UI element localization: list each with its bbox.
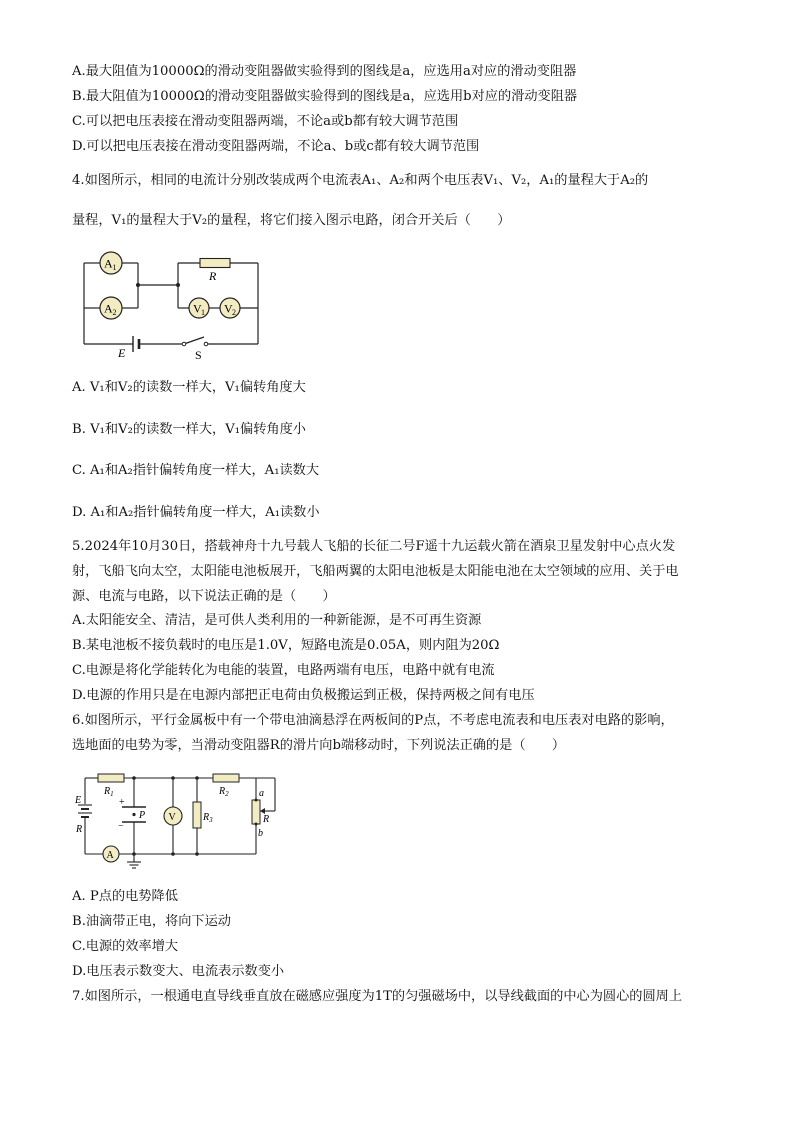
end-a-label: a [259,788,264,799]
battery-e [78,805,92,826]
svg-text:V: V [224,301,233,316]
resistor-r3 [193,802,201,828]
q4-stem-line2: 量程，V₁的量程大于V₂的量程，将它们接入图示电路，闭合开关后（ ） [72,213,511,228]
battery-e-label: E [118,346,126,360]
a1-meter [100,252,122,274]
q5-stem-line3: 源、电流与电路，以下说法正确的是（ ） [72,589,336,604]
v1-meter [189,298,209,318]
q6-stem-line2: 选地面的电势为零，当滑动变阻器R的滑片向b端移动时，下列说法正确的是（ ） [72,738,566,753]
voltmeter-label: V [168,812,176,823]
resistor-r2 [213,774,239,782]
rheostat-r-label: R [263,814,270,825]
battery-r-label: R [76,824,83,835]
svg-text:1: 1 [112,263,117,272]
svg-text:A: A [104,301,113,316]
q4-option-c: C. A₁和A₂指针偏转角度一样大，A₁读数大 [72,463,320,478]
resistor-r [200,259,230,268]
svg-text:A: A [104,256,113,271]
r2-label: $R_2$ [219,786,229,798]
q5-stem-line2: 射，飞船飞向太空，太阳能电池板展开，飞船两翼的太阳电池板是太阳能电池在太空领域的应用、关于电 [72,564,679,579]
a2-meter [100,297,122,319]
q5-option-b: B.某电池板不接负载时的电压是1.0V，短路电流是0.05A，则内阻为20Ω [72,638,500,653]
q5-option-a: A.太阳能安全、清洁，是可供人类利用的一种新能源，是不可再生资源 [72,613,482,628]
q4-option-d: D. A₁和A₂指针偏转角度一样大，A₁读数小 [72,505,320,520]
q6-option-a: A. P点的电势降低 [72,889,178,904]
q3-option-d: D.可以把电压表接在滑动变阻器两端，不论a、b或c都有较大调节范围 [72,139,480,154]
q6-option-b: B.油滴带正电，将向下运动 [72,914,231,929]
r3-label: $R_3$ [203,812,213,824]
q4-option-b: B. V₁和V₂的读数一样大，V₁偏转角度小 [72,422,306,437]
rheostat-r [252,800,260,824]
svg-text:2: 2 [112,308,117,317]
q3-option-a: A.最大阻值为10000Ω的滑动变阻器做实验得到的图线是a，应选用a对应的滑动变阻器 [72,64,577,79]
ammeter-label: A [106,850,114,861]
minus-sign: − [118,821,124,832]
r1-label: $R_1$ [104,786,114,798]
battery-e-label: E [75,795,82,806]
q5-option-c: C.电源是将化学能转化为电能的装置，电路两端有电压，电路中就有电流 [72,663,495,678]
point-p-label: P [139,810,146,821]
q3-option-c: C.可以把电压表接在滑动变阻器两端，不论a或b都有较大调节范围 [72,114,459,129]
switch-s-label: S [195,348,202,362]
q6-option-c: C.电源的效率增大 [72,939,179,954]
q7-stem-line1: 7.如图所示，一根通电直导线垂直放在磁感应强度为1T的匀强磁场中，以导线截面的中心为圆心的圆周上 [72,989,683,1004]
resistor-r-label: R [209,269,217,283]
svg-text:V: V [193,301,202,316]
q6-option-d: D.电压表示数变大、电流表示数变小 [72,964,285,979]
q5-stem-line1: 5.2024年10月30日，搭载神舟十九号载人飞船的长征二号F遥十九运载火箭在酒泉卫星发射中心点火发 [72,539,676,554]
plus-sign: + [119,797,125,808]
q6-circuit-diagram [72,770,282,875]
q6-stem-line1: 6.如图所示，平行金属板中有一个带电油滴悬浮在两板间的P点，不考虑电流表和电压表对电路的影响， [72,713,674,728]
q3-option-b: B.最大阻值为10000Ω的滑动变阻器做实验得到的图线是a，应选用b对应的滑动变阻器 [72,89,578,104]
svg-text:2: 2 [232,308,236,317]
q4-option-a: A. V₁和V₂的读数一样大，V₁偏转角度大 [72,380,306,395]
v2-meter [220,298,240,318]
end-b-label: b [258,828,263,839]
svg-text:1: 1 [201,308,205,317]
q5-option-d: D.电源的作用只是在电源内部把正电荷由负极搬运到正极，保持两极之间有电压 [72,688,535,703]
oil-drop-p [132,813,135,816]
q4-stem-line1: 4.如图所示，相同的电流计分别改装成两个电流表A₁、A₂和两个电压表V₁、V₂，A₁的量程大于A₂的 [72,173,649,188]
resistor-r1 [98,774,124,782]
q4-circuit-diagram [78,248,268,363]
